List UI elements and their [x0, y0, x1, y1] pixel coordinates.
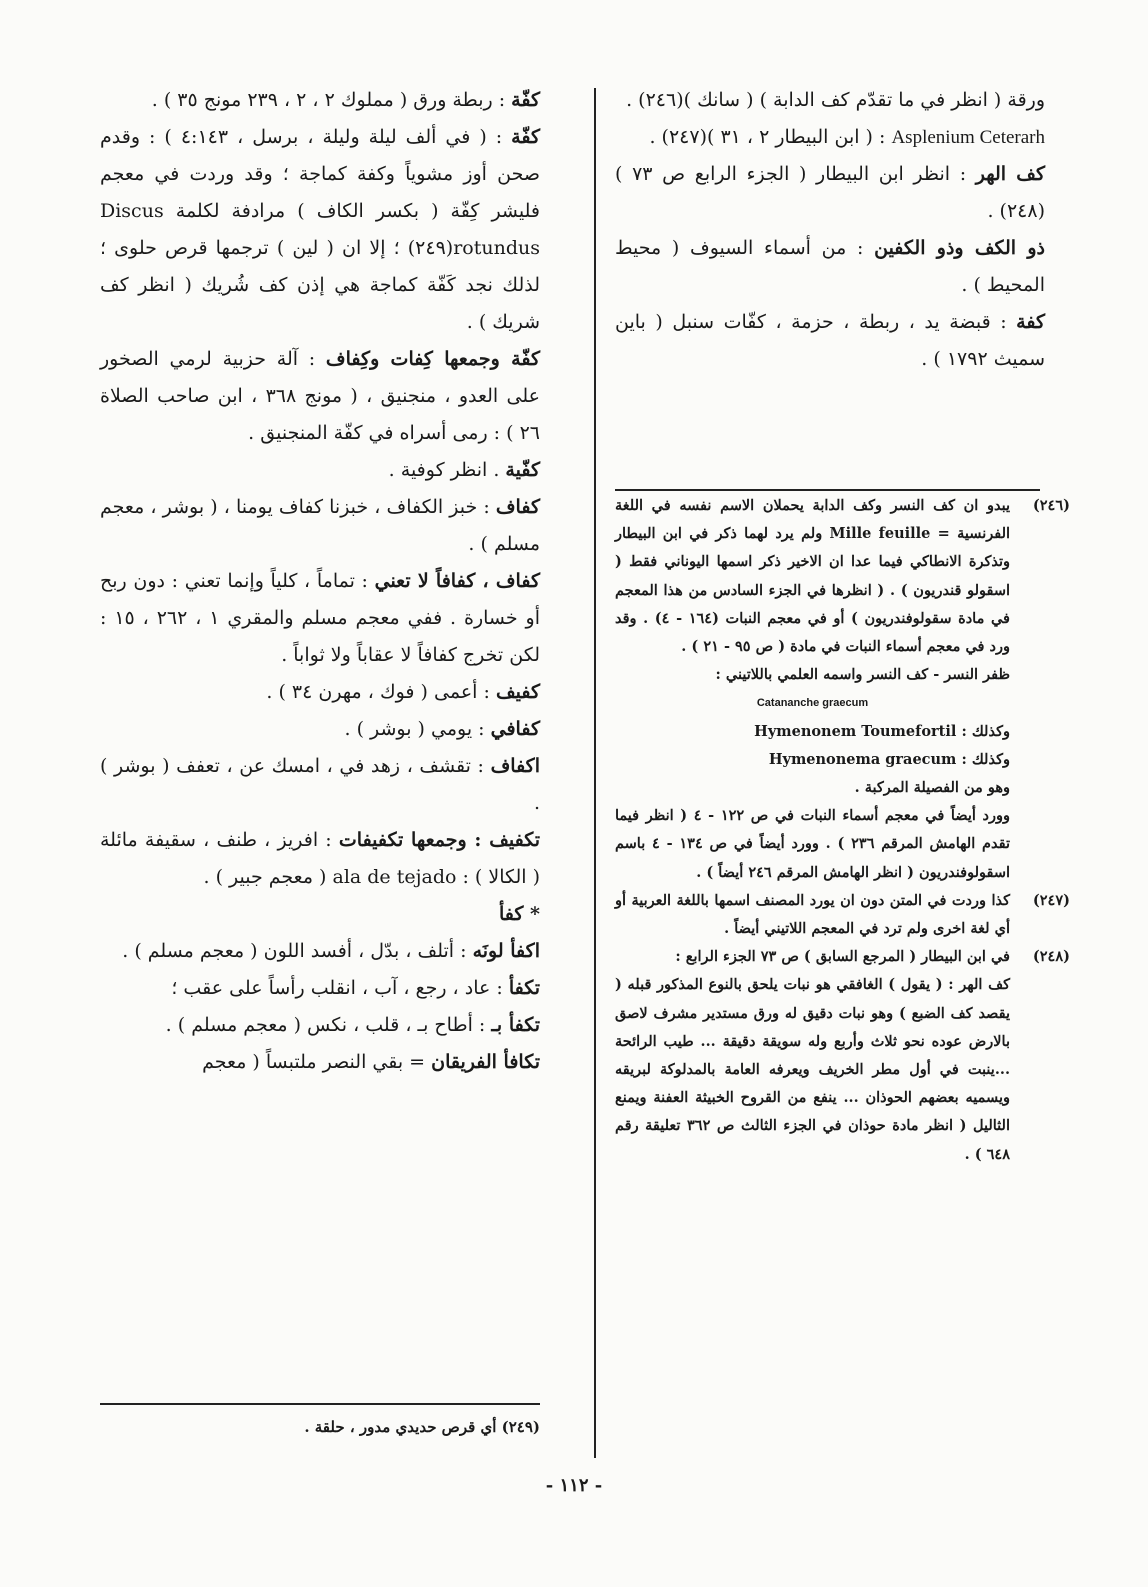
- footnote-line: ظفر النسر - كف النسر واسمه العلمي باللاتيني :: [715, 666, 1010, 684]
- entry-head: كف الهر: [975, 163, 1046, 185]
- entry-text: : يومي ( بوشر ) .: [344, 718, 485, 740]
- entry-text: : ( في ألف ليلة وليلة ، برسل ، ٤:١٤٣ ) : وقدم صحن أوز مشوياً وكفة كماجة ؛ وقد وردت في معجم فليشر كِفّة ( بكسر الكاف ) مرادفة لكلمة Discus rotundus(٢٤٩) ؛ إلا ان ( لين ) ترجمها قرص حلوى ؛ لذلك نجد كَفّة كماجة هي إذن كف شُريك ( انظر كف شريك ) .: [100, 126, 540, 333]
- entry-text: : تقشف ، زهد في ، امسك عن ، تعفف ( بوشر ) .: [100, 755, 540, 814]
- entry-kafaf-2: [100, 563, 540, 674]
- entry-head: ذو الكف وذو الكفين: [874, 237, 1046, 259]
- footnote-number: (٢٤٧): [1032, 891, 1070, 909]
- entry-head: كفّة وجمعها كِفات وكِفاف: [325, 348, 540, 370]
- footnote-line: وورد أيضاً في معجم أسماء النبات في ص ١٢٢ - ٤ ( انظر فيما تقدم الهامش المرقم ٢٣٦ ) . وورد أيضاً في ص ١٣٤ - ٤ باسم اسقولوفندريون ( انظر الهامش المرقم ٢٤٦ أيضاً ) .: [615, 807, 1010, 881]
- entry-takfif: [100, 822, 540, 896]
- entry-kaffa-3: [100, 341, 540, 452]
- footnote-separator-right: [615, 489, 1040, 491]
- entry-warqa: ورقة ( انظر في ما تقدّم كف الدابة ) ( سانك )(٢٤٦) .: [626, 89, 1045, 111]
- entry-takafa-3: [100, 1044, 540, 1081]
- footnote-249: (٢٤٩) أي قرص حديدي مدور ، حلقة .: [304, 1418, 540, 1436]
- page-number: - ١١٢ -: [545, 1475, 603, 1496]
- entry-kafafi: [100, 711, 540, 748]
- right-footnotes: [615, 492, 1070, 1169]
- right-column: [615, 82, 1045, 378]
- entry-text: : تماماً ، كلياً وإنما تعني : دون ربح أو خسارة . ففي معجم مسلم والمقري ١ ، ٢٦٢ ، ١٥ : لكن تخرج كفافاً لا عقاباً ولا ثواباً .: [100, 570, 540, 666]
- entry-kafaf-1: [100, 489, 540, 563]
- entry-text: : عاد ، رجع ، آب ، انقلب رأساً على عقب ؛: [171, 977, 503, 999]
- footnote-number: (٢٤٦): [1032, 497, 1070, 514]
- entry-text: : أطاح بـ ، قلب ، نكس ( معجم مسلم ) .: [165, 1014, 486, 1036]
- root-heading: * كفأ: [499, 903, 540, 925]
- footnote-246: [615, 492, 1070, 661]
- entry-head: اكفاف: [490, 755, 540, 777]
- entry-head: كفافي: [490, 718, 540, 740]
- column-divider: [594, 88, 596, 1458]
- footnote-line: وهو من الفصيلة المركبة .: [854, 779, 1010, 797]
- entry-kafif: [100, 674, 540, 711]
- footnote-separator-left: [100, 1403, 540, 1405]
- entry-head: تكفأ: [508, 977, 540, 999]
- entry-ikfa: [100, 933, 540, 970]
- footnote-latin: [615, 689, 1010, 717]
- entry-dhu-alkaf: [615, 230, 1045, 304]
- entry-text: : من أسماء السيوف ( محيط المحيط ) .: [615, 237, 1045, 296]
- footnote-line: وكذلك : Hymenonem Toumefortil: [754, 722, 1010, 740]
- footnote-line: كف الهر : ( يقول ) الغافقي هو نبات يلحق بالنوع المذكور قبله ( يقصد كف الضبع ) وهو نبات دقيق له ورق مستدير مشرف لاصق بالارض عوده نحو ثلاث وأربع وله سويقة دقيقة ... طيب الرائحة ...ينبت في أول مطر الخريف ويعرفه العامة بالمدلوكة لبريقه ويسميه بعضهم الحوذان ... ينفع من القروح الخبيثة العفنة ويمنع الثاليل ( انظر مادة حوذان في الجزء الثالث ص ٣٦٢ تعليقة رقم ٦٤٨ ) .: [615, 976, 1010, 1163]
- latin-term: Asplenium Ceterarh: [891, 127, 1045, 148]
- entry-head: كفّة: [511, 89, 540, 111]
- entry-text: = بقي النصر ملتبساً ( معجم: [202, 1051, 426, 1073]
- entry-head: اكفأ لونَه: [472, 940, 540, 962]
- entry-text: : أعمى ( فوك ، مهرن ٣٤ ) .: [266, 681, 490, 703]
- entry-asplenium: [615, 119, 1045, 156]
- footnote-text: كذا وردت في المتن دون ان يورد المصنف اسمها باللغة العربية أو أي لغة اخرى ولم ترد في المعجم اللاتيني أيضاً .: [615, 891, 1010, 938]
- entry-head: كفّة: [511, 126, 540, 148]
- entry-takafa-1: [100, 970, 540, 1007]
- entry-text: : افريز ، طنف ، سقيفة مائلة ( الكالا ) : ala de tejado ( معجم جبير ) .: [100, 829, 540, 888]
- entry-head: تكفأ بـ: [491, 1014, 540, 1036]
- footnote-text: يبدو ان كف النسر وكف الدابة يحملان الاسم نفسه في اللغة الفرنسية = Mille feuille ولم يرد لهما ذكر في ابن البيطار وتذكرة الانطاكي فيما عدا ان الاخير ذكر اسمها اليوناني فقط ( اسقولو قندريون ) . ( انظرها في الجزء السادس من هذا المعجم في مادة سقولوفندريون ) أو في معجم النبات (١٦٤ - ٤) . وقد ورد في معجم أسماء النبات في مادة ( ص ٩٥ - ٢١ ) .: [615, 497, 1011, 656]
- entry-head: كفيف: [495, 681, 540, 703]
- entry-head: كفاف: [495, 496, 540, 518]
- entry-kaffiya: [100, 452, 540, 489]
- entry-text: : قبضة يد ، ربطة ، حزمة ، كفّات سنبل ( باين سميث ١٧٩٢ ) .: [615, 311, 1045, 370]
- left-column: [100, 82, 540, 1081]
- entry-head: كفاف ، كفافاً لا تعني: [374, 570, 540, 592]
- entry-root-kafa: [100, 896, 540, 933]
- latin-term: Catananche graecum: [756, 697, 869, 710]
- entry-head: كفّية: [505, 459, 540, 481]
- entry-text: : ربطة ورق ( مملوك ٢ ، ٢ ، ٢٣٩ مونج ٣٥ ) .: [151, 89, 506, 111]
- entry-kaffa-2: [100, 119, 540, 341]
- footnote-number: (٢٤٨): [1032, 948, 1070, 966]
- footnote-line: وكذلك : Hymenonema graecum: [768, 750, 1010, 768]
- entry-ikfaf: [100, 748, 540, 822]
- entry-text: : انظر ابن البيطار ( الجزء الرابع ص ٧٣ )(٢٤٨) .: [615, 163, 1045, 222]
- entry-kaffa-1: [100, 82, 540, 119]
- entry-text: : آلة حزبية لرمي الصخور على العدو ، منجنيق ، ( مونج ٣٦٨ ، ابن صاحب الصلاة ٢٦ ) : رمى أسراه في كفّة المنجنيق .: [100, 348, 540, 444]
- entry-text: : أتلف ، بدّل ، أفسد اللون ( معجم مسلم ) .: [122, 940, 467, 962]
- entry-kaf-alhir: [615, 156, 1045, 230]
- entry-text: . انظر كوفية .: [388, 459, 500, 481]
- footnote-247: [615, 887, 1070, 943]
- entry-kaffa: [615, 304, 1045, 378]
- entry-head: تكافأ الفريقان: [431, 1051, 540, 1073]
- entry-text: : خبز الكفاف ، خبزنا كفاف يومنا ، ( بوشر ، معجم مسلم ) .: [100, 496, 540, 555]
- entry-head: تكفيف : وجمعها تكفيفات: [338, 829, 540, 851]
- footnote-text: في ابن البيطار ( المرجع السابق ) ص ٧٣ الجزء الرابع :: [675, 948, 1010, 966]
- entry-text: : ( ابن البيطار ٢ ، ٣١ )(٢٤٧) .: [649, 126, 886, 148]
- footnote-248: [615, 943, 1070, 971]
- entry-takafa-2: [100, 1007, 540, 1044]
- entry-head: كفة: [1016, 311, 1045, 333]
